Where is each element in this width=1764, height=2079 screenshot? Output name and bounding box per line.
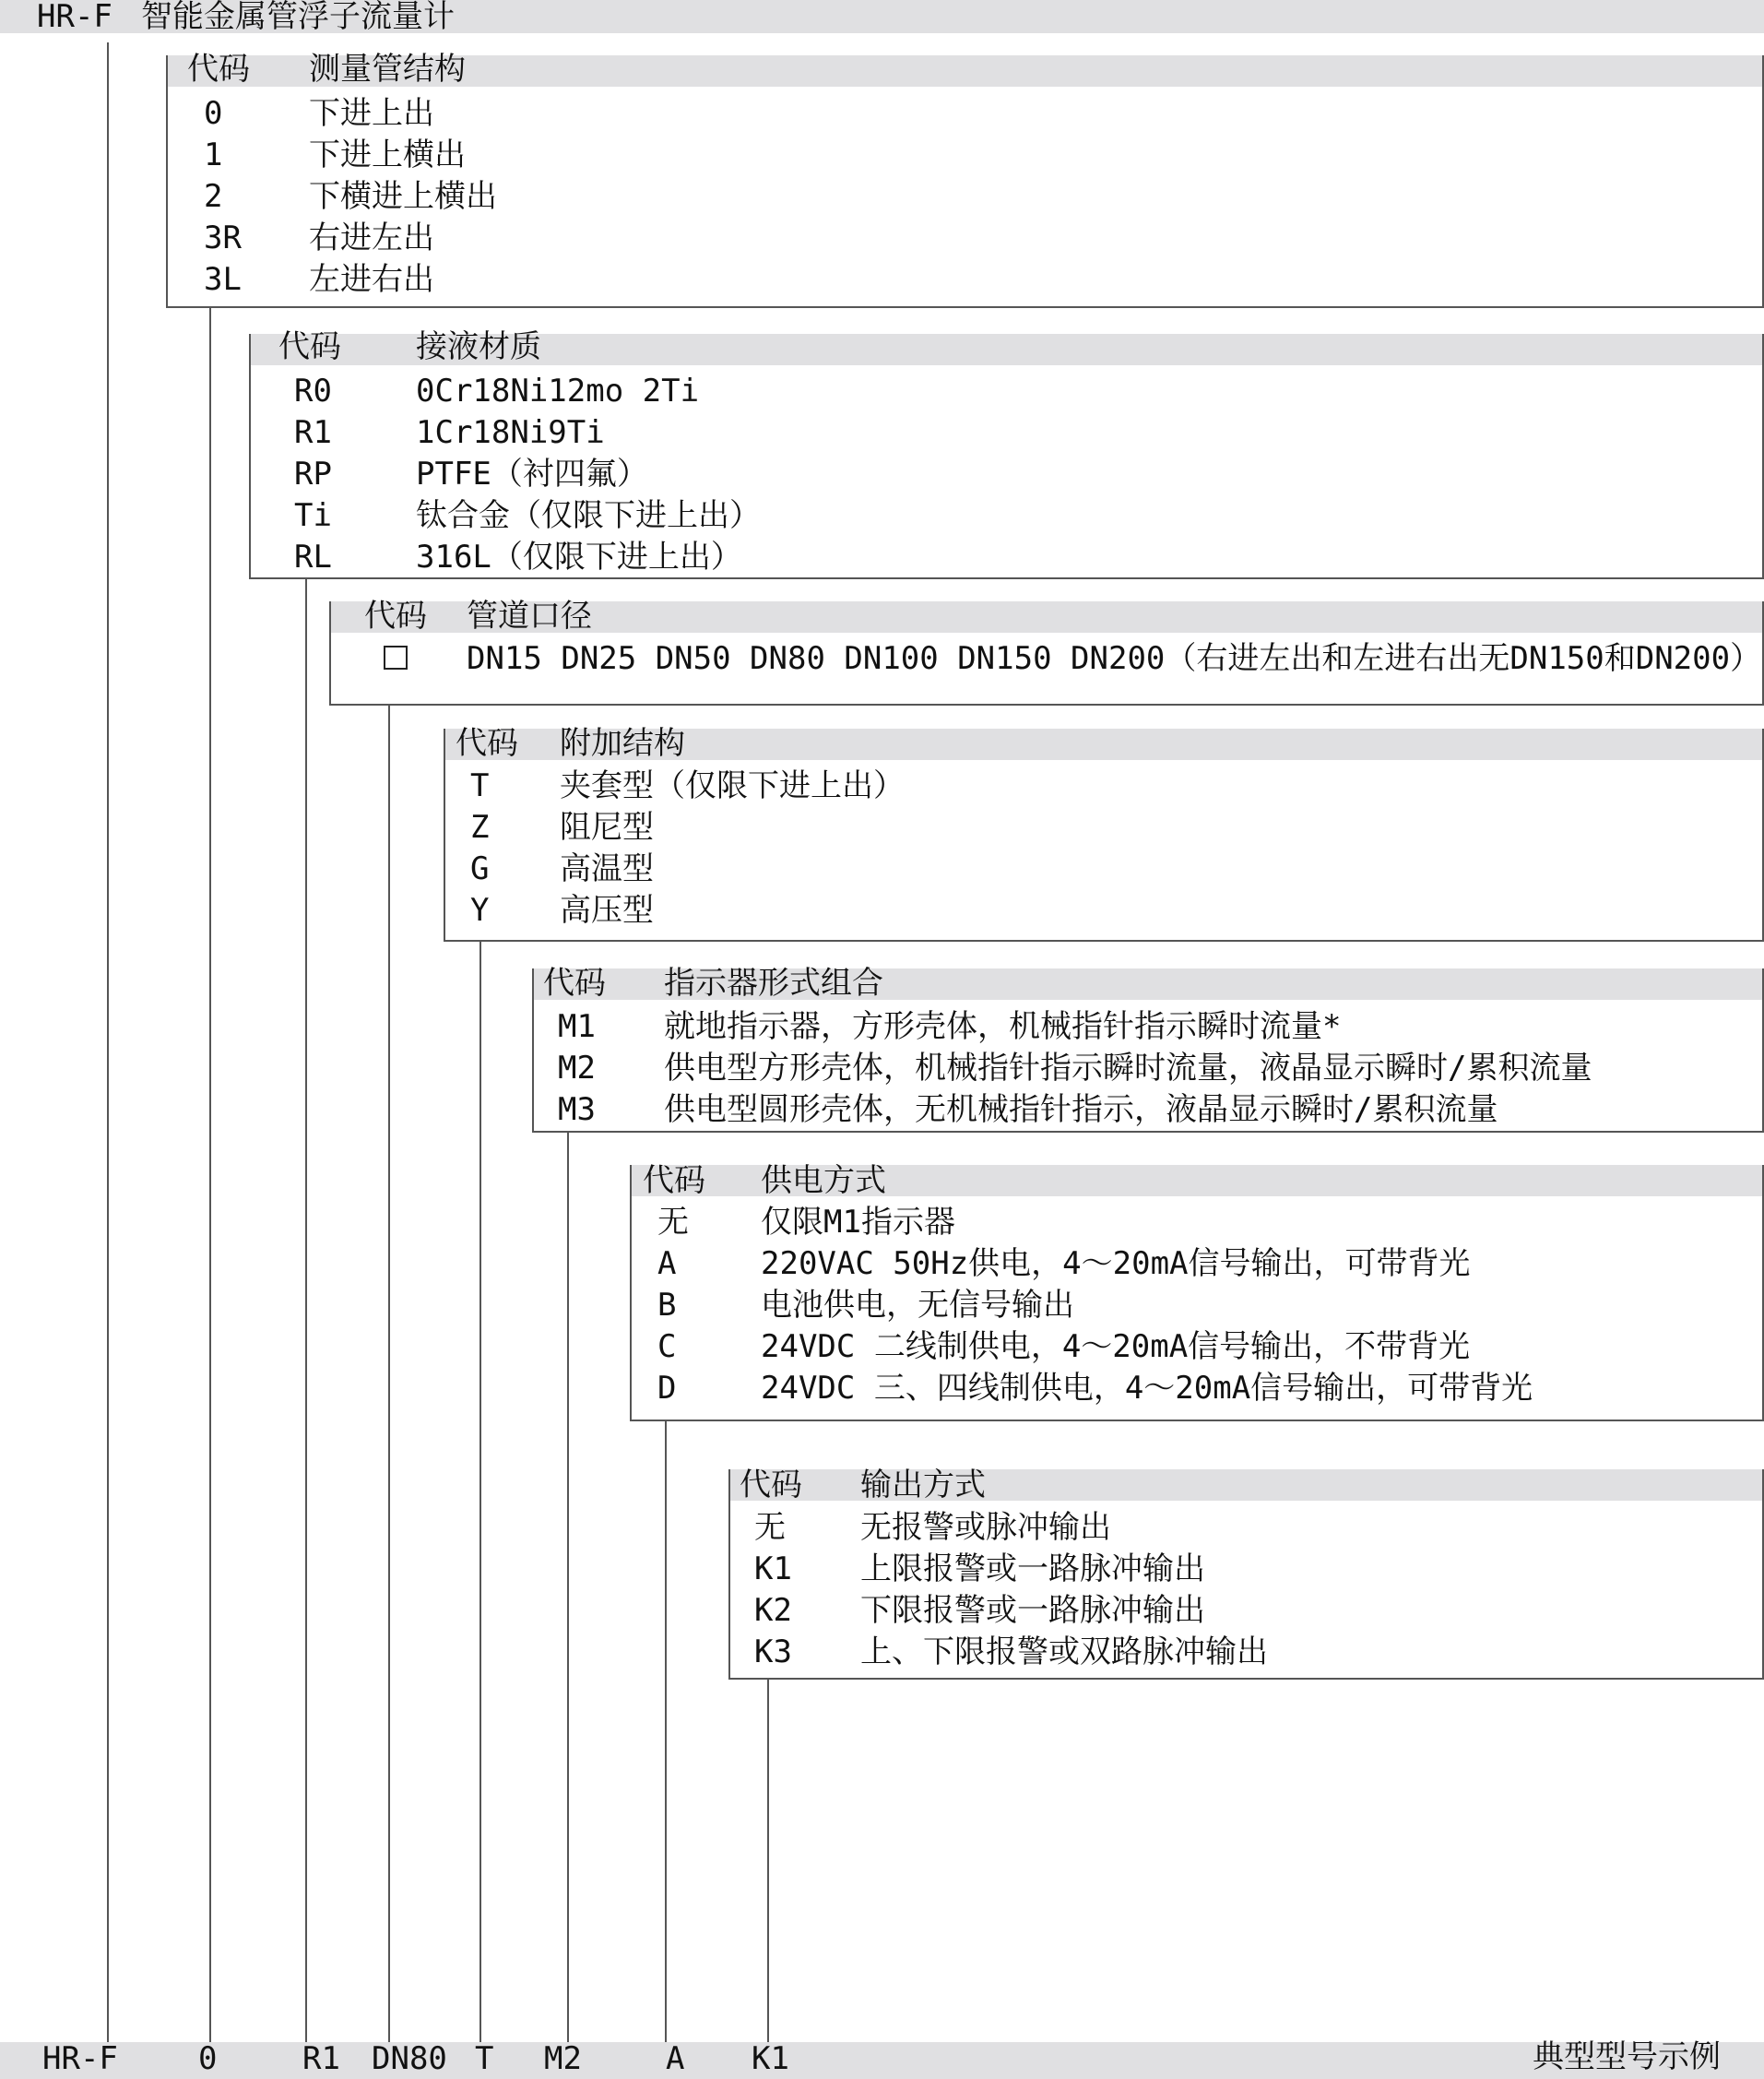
power-desc: 220VAC 50Hz供电，4～20mA信号输出，可带背光 xyxy=(761,1245,1471,1282)
header-code: HR-F xyxy=(37,0,112,35)
material-desc: PTFE（衬四氟） xyxy=(416,456,648,493)
connector-line-material xyxy=(305,577,307,2053)
indicator-desc: 就地指示器，方形壳体，机械指针指示瞬时流量* xyxy=(664,1008,1342,1045)
power-code: 无 xyxy=(657,1204,689,1241)
material-desc: 0Cr18Ni12mo 2Ti xyxy=(416,373,700,410)
material-code: RL xyxy=(294,539,332,576)
additional-desc: 夹套型（仅限下进上出） xyxy=(560,767,905,804)
material-desc: 1Cr18Ni9Ti xyxy=(416,414,605,451)
example-code-power: A xyxy=(666,2040,685,2077)
connector-line-output xyxy=(767,1678,769,2053)
additional-code: Y xyxy=(470,892,490,929)
additional-code: G xyxy=(470,850,490,887)
additional-code: T xyxy=(470,767,490,804)
example-code-additional: T xyxy=(475,2040,494,2077)
material-code: R0 xyxy=(294,373,332,410)
output-desc: 上、下限报警或双路脉冲输出 xyxy=(860,1634,1268,1670)
indicator-title: 指示器形式组合 xyxy=(664,965,883,1002)
material-desc: 钛合金（仅限下进上出） xyxy=(416,497,761,534)
material-code: Ti xyxy=(294,497,332,534)
structure-desc: 下横进上横出 xyxy=(309,178,497,215)
power-code: B xyxy=(657,1287,677,1324)
connector-line-additional xyxy=(479,940,481,2053)
structure-title: 测量管结构 xyxy=(309,51,466,88)
material-code: RP xyxy=(294,456,332,493)
output-code: K3 xyxy=(754,1634,792,1670)
material-desc: 316L（仅限下进上出） xyxy=(416,539,742,576)
power-code: C xyxy=(657,1328,677,1365)
indicator-desc: 供电型圆形壳体，无机械指针指示，液晶显示瞬时/累积流量 xyxy=(664,1091,1498,1128)
structure-code: 3R xyxy=(204,220,242,256)
output-desc: 无报警或脉冲输出 xyxy=(860,1509,1111,1546)
power-code-header: 代码 xyxy=(643,1162,705,1199)
output-desc: 下限报警或一路脉冲输出 xyxy=(860,1592,1205,1629)
structure-desc: 左进右出 xyxy=(309,261,434,298)
example-code-diameter: DN80 xyxy=(372,2040,447,2077)
output-code: K2 xyxy=(754,1592,792,1629)
additional-desc: 高压型 xyxy=(560,892,654,929)
power-code: A xyxy=(657,1245,677,1282)
structure-code: 1 xyxy=(204,137,223,173)
diameter-code-header: 代码 xyxy=(364,598,427,635)
connector-line-diameter xyxy=(388,706,390,2053)
diameter-desc: DN15 DN25 DN50 DN80 DN100 DN150 DN200（右进左出和左进右出无DN150和DN200） xyxy=(467,640,1762,677)
example-code-output: K1 xyxy=(752,2040,789,2077)
structure-code: 3L xyxy=(204,261,242,298)
connector-line-hrf xyxy=(107,42,109,2053)
structure-code: 2 xyxy=(204,178,223,215)
power-desc: 24VDC 二线制供电，4～20mA信号输出，不带背光 xyxy=(761,1328,1471,1365)
example-code-indicator: M2 xyxy=(544,2040,582,2077)
indicator-desc: 供电型方形壳体，机械指针指示瞬时流量，液晶显示瞬时/累积流量 xyxy=(664,1050,1592,1087)
example-label: 典型型号示例 xyxy=(1533,2038,1721,2075)
material-title: 接液材质 xyxy=(416,328,541,365)
additional-code-header: 代码 xyxy=(456,725,518,762)
structure-code-header: 代码 xyxy=(187,51,250,88)
additional-title: 附加结构 xyxy=(560,725,685,762)
output-desc: 上限报警或一路脉冲输出 xyxy=(860,1550,1205,1587)
indicator-code: M3 xyxy=(558,1091,596,1128)
structure-desc: 下进上出 xyxy=(309,95,434,132)
structure-desc: 右进左出 xyxy=(309,220,434,256)
connector-line-indicator xyxy=(567,1131,569,2053)
additional-desc: 阻尼型 xyxy=(560,809,654,846)
connector-line-power xyxy=(665,1420,667,2053)
power-code: D xyxy=(657,1370,677,1407)
power-desc: 24VDC 三、四线制供电，4～20mA信号输出，可带背光 xyxy=(761,1370,1533,1407)
example-bar xyxy=(0,2042,1764,2079)
additional-code: Z xyxy=(470,809,490,846)
additional-desc: 高温型 xyxy=(560,850,654,887)
header-title: 智能金属管浮子流量计 xyxy=(141,0,455,35)
example-code-material: R1 xyxy=(302,2040,340,2077)
indicator-code: M2 xyxy=(558,1050,596,1087)
power-desc: 仅限M1指示器 xyxy=(761,1204,955,1241)
material-code-header: 代码 xyxy=(278,328,341,365)
example-code-structure: 0 xyxy=(198,2040,218,2077)
diameter-code-checkbox[interactable] xyxy=(384,646,408,670)
output-title: 输出方式 xyxy=(860,1467,986,1503)
output-code: K1 xyxy=(754,1550,792,1587)
connector-line-structure xyxy=(209,306,211,2053)
diameter-title: 管道口径 xyxy=(467,598,592,635)
power-desc: 电池供电，无信号输出 xyxy=(761,1287,1074,1324)
power-title: 供电方式 xyxy=(761,1162,886,1199)
example-code-hrf: HR-F xyxy=(42,2040,118,2077)
material-code: R1 xyxy=(294,414,332,451)
output-code-header: 代码 xyxy=(740,1467,802,1503)
indicator-code: M1 xyxy=(558,1008,596,1045)
structure-desc: 下进上横出 xyxy=(309,137,466,173)
output-code: 无 xyxy=(754,1509,786,1546)
indicator-code-header: 代码 xyxy=(543,965,606,1002)
structure-code: 0 xyxy=(204,95,223,132)
